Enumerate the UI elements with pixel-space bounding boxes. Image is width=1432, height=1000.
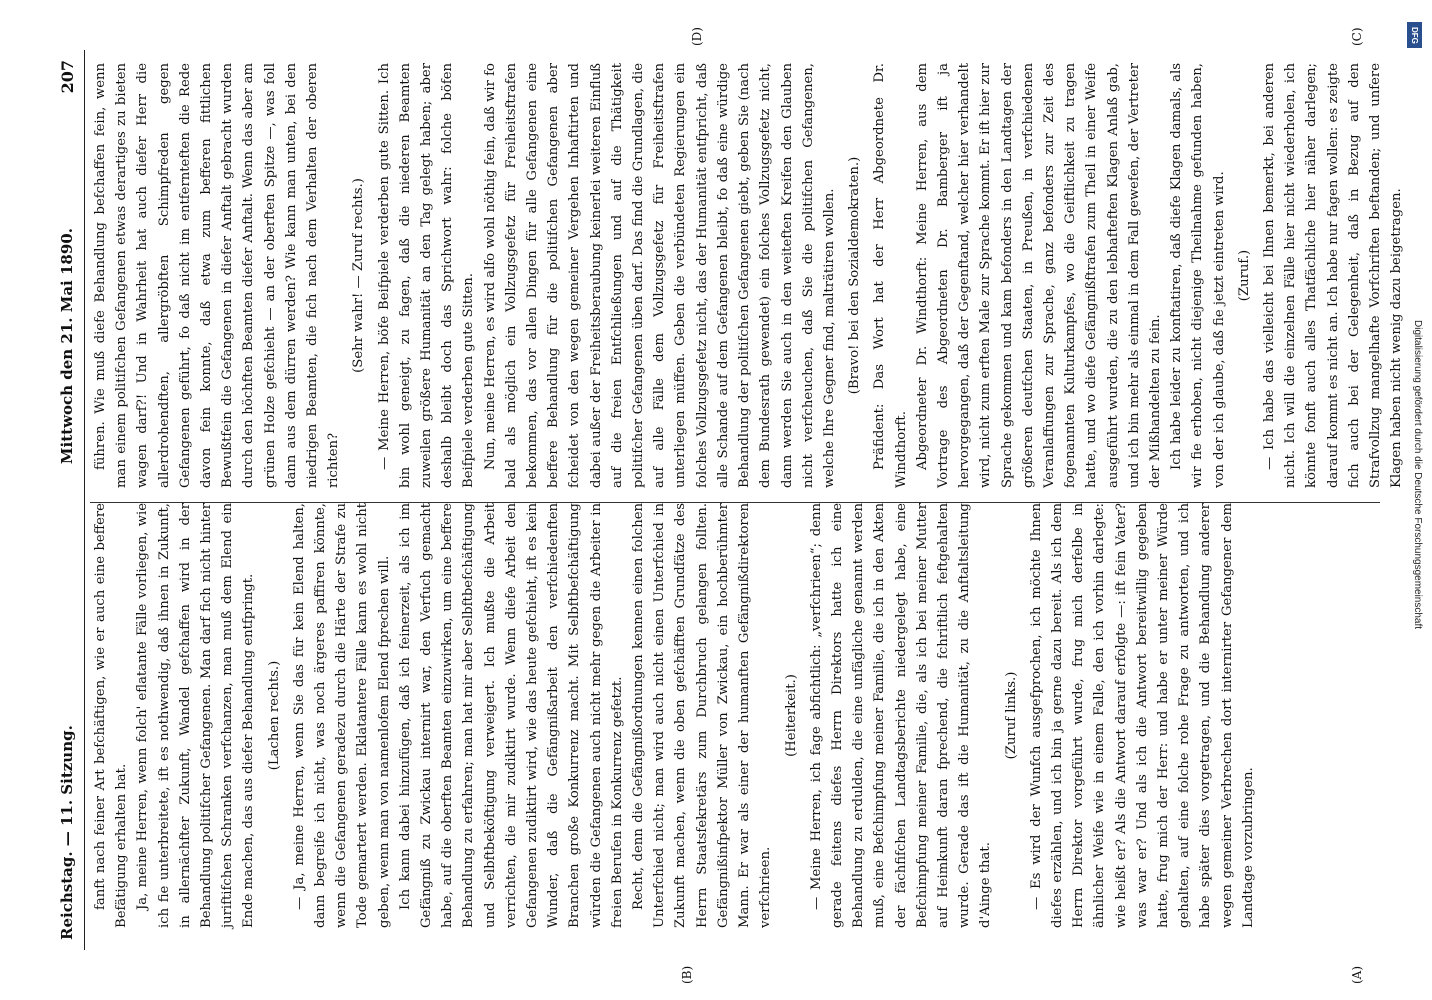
interjection: (Bravo! bei den Sozialdemokraten.) bbox=[847, 156, 863, 395]
right-column bbox=[90, 63, 1405, 488]
paragraph: — Meine Herren, böfe Beifpiele verderben gute Sitten. Ich bin wohl geneigt, zu fagen, daß die niederen Beamten zuweilen größere Humanität an den Tag gelegt haben; aber deshalb bleibt doch das Sprichwort wahr: folche böfen Beifpiele verderben gute Sitten. bbox=[376, 63, 477, 488]
paragraph: führen. Wie muß diefe Behandlung befchaffen fein, wenn man einem politifchen Gefangenen etwas derartiges zu bieten wagen darf?! Und in Wahrheit hat auch diefer Herr die allerdrohendften, allergröbften Schimpfreden gegen Gefangenen geführt, fo daß nicht im entfernteften die Rede davon fein konnte, daß etwa zum befferen fittlichen Bewußtfein die Gefangenen in diefer Anftalt gebracht wurden durch den höchften Beamten diefer Anftalt. Wenn das aber am grünen Holze gefchieht — an der oberften Spitze —, was foll dann aus dem dürren werden? Wie kann man unten, bei den niedrigen Beamten, die fich nach dem Verhalten der oberen richten? bbox=[93, 63, 342, 488]
page-header bbox=[50, 50, 85, 950]
paragraph: — Ja, meine Herren, wenn Sie das für kein Elend halten, dann begreife ich nicht, was noch ärgeres paffiren könnte, wenn die Gefangenen geradezu durch die Härte der Strafe zu Tode gemartert werden. Eklatantere Fälle kann es wohl nicht geben, wenn man von namenlofem Elend fprechen will. bbox=[291, 503, 392, 928]
margin-marker-b: (B) bbox=[680, 965, 694, 984]
page-number: 207 bbox=[58, 60, 77, 94]
interjection: (Lachen rechts.) bbox=[266, 660, 282, 771]
paragraph: Nun, meine Herren, es wird alfo wohl nöthig fein, daß wir fo bald als möglich ein Vollzugsgefetz für Freiheitsftrafen bekommen, das vor allen Dingen für alle Gefangenen eine beffere Behandlung für die politifchen Gefangenen aber fcheidet von den wegen gemeiner Vergehen Inhaftirten und dabei außer der Freiheitsberaubung keinerlei weiteren Einfluß auf die freien Entfchließungen und auf die Thätigkeit politifcher Gefangenen üben darf. Das find die Grundlagen, die auf alle Fälle dem Vollzugsgefetz für Freiheitsftrafen unterliegen müffen. Geben die verbündeten Regierungen ein folches Vollzugsgefetz nicht, das der Humanität entfpricht, daß alle Schande auf dem Gefangenen bleibt, fo daß eine würdige Behandlung der politifchen Gefangenen giebt, geben Sie (nach dem Bundesrath gewendet) ein folches Vollzugsgefetz nicht, dann werden Sie auch in den weiteften Kreifen den Glauben nicht verfcheuchen, daß Sie die politifchen Gefangenen, welche Ihre Gegner find, malträtiren wollen. bbox=[482, 63, 837, 488]
margin-marker-c: (C) bbox=[1350, 27, 1364, 46]
speaker-paragraph: Präfident: Das Wort hat der Herr Abgeordnete Dr. Windthorft. bbox=[872, 63, 909, 488]
header-date: Mittwoch den 21. Mai 1890. bbox=[58, 228, 76, 465]
speaker-paragraph: Abgeordneter Dr. Windthorft: Meine Herren, aus dem Vortrage des Abgeordneten Dr. Bamberger ift ja hervorgegangen, daß der Gegenftand, welcher hier verhandelt wird, nicht zum erften Male zur Sprache kommt. Er ift hier zur Sprache gekommen und kam befonders in den Landtagen der größeren deutfchen Staaten, in Preußen, in verfchiedenen Veranlaffungen zur Sprache, ganz befonders zur Zeit des fogenannten Kulturkampfes, wo die Geiftlichkeit zu tragen hatte, und wo diefe Gefängnißftrafen zum Theil in einer Weife ausgeführt wurden, die zu den lebhafteften Klagen Anlaß gab, und ich bin mehr als einmal in dem Fall gewefen, der Vertreter der Mißhandelten zu fein. bbox=[914, 63, 1163, 488]
paragraph: — Meine Herren, ich fage abfichtlich: „verfchrieen“; denn gerade feitens diefes Herrn Direktors hatte ich eine Behandlung zu erdulden, die eine unfägliche genannt werden muß, eine Befchimpfung meiner Familie, die ich in den Akten der fächfifchen Landtagsberichte niedergelegt habe, eine Befchimpfung meiner Familie, die, als ich bei meiner Mutter auf Heimkunft daran fprechend, die fchriftlich feftgehalten wurde. Gerade das ift die Humanität, zu die Anftaltsleitung d'Ainge that. bbox=[808, 503, 994, 928]
rotated-page-content bbox=[50, 27, 1405, 984]
digitization-credit: Digitalisierung gefördert durch die Deutsche Forschungsgemeinschaft bbox=[1412, 320, 1423, 630]
left-column bbox=[90, 503, 1380, 928]
margin-marker-d: (D) bbox=[690, 27, 704, 46]
interjection: (Zuruf.) bbox=[1236, 249, 1252, 302]
dfg-logo: DFG bbox=[1407, 22, 1422, 48]
dfg-credit bbox=[1404, 20, 1424, 980]
header-left bbox=[58, 228, 76, 940]
paragraph: — Ich habe das vielleicht bei Ihnen bemerkt, bei anderen nicht. Ich will die einzelnen Fälle hier nicht wiederholen, ich könnte fonft auch alles Thatfächliche hier näher darlegen; darauf kommt es nicht an. Ich habe nur fagen wollen: es zeigte fich auch bei der Gelegenheit, daß in Bezug auf den Strafvollzug mangelhafte Vorfchriften beftanden; und unfere Klagen haben nicht wenig dazu beigetragen. bbox=[1261, 63, 1405, 488]
interjection: (Sehr wahr! — Zuruf rechts.) bbox=[351, 178, 367, 373]
paragraph: Ja, meine Herren, wenn folch' eflatante Fälle vorliegen, wie ich fie unterbreitete, ift es nothwendig, daß ihnen in Zukunft, in allernächfter Zukunft, Wandel gefchaffen wird in der Behandlung politifcher Gefangenen. Man darf fich nicht hinter juriftifchen Schranken verfchanzen, man muß dem Elend ein Ende machen, das aus diefer Behandlung entfpringt. bbox=[135, 503, 257, 928]
interjection: (Zuruf links.) bbox=[1003, 671, 1019, 760]
paragraph: Recht, denn die Gefängnißordnungen kennen einen folchen Unterfchied nicht; man wird auch nicht einen Unterfchied in Zukunft machen, wenn die oben gefchäfften Grundfätze des Herrn Staatsfekretärs zum Durchbruch gelangen follten. Gefängnißinfpektor Müller von Zwickau, ein hochberühmter Mann. Er war als einer der humanften Gefängnißdirektoren verfchrieen. bbox=[631, 503, 774, 928]
interjection: (Heiterkeit.) bbox=[783, 674, 799, 757]
paragraph: Ich habe leider zu konftatiren, daß diefe Klagen damals, als wir fie erhoben, nicht diejenige Theilnahme gefunden haben, von der ich glaube, daß fie jetzt eintreten wird. bbox=[1169, 63, 1227, 488]
header-session: Reichstag. — 11. Sitzung. bbox=[58, 725, 76, 940]
paragraph: Ich kann dabei hinzufügen, daß ich feinerzeit, als ich im Gefängniß zu Zwickau internirt war, den Verfuch gemacht habe, auf die oberften Beamten einzuwirken, um eine beffere Behandlung zu erfahren; man hat mir aber Selbftbefchäftigung und Selbftbeköftigung verweigert. Ich mußte die Arbeit verrichten, die mir zudiktirt wurde. Wenn diefe Arbeit den Gefangenen zudiktirt wird, wie das heute gefchieht, ift es kein Wunder, daß die Gefängnißarbeit den verfchiedenften Branchen große Konkurrenz macht. Mit Selbftbefchäftigung würden die Gefangenen auch nicht mehr gegen die Arbeiter in freien Berufen in Konkurrenz gefetzt. bbox=[397, 503, 625, 928]
margin-marker-a: (A) bbox=[1350, 965, 1364, 984]
paragraph: — Es wird der Wunfch ausgefprochen, ich möchte Ihnen diefes erzählen, und ich bin ja gerne dazu bereit. Als ich dem Herrn Direktor vorgeführt wurde, frug mich derfelbe in ähnlicher Weife wie in einem Falle, den ich vorhin darlegte: wie heißt er? Als die Antwort darauf erfolgte —: ift fein Vater? was war er? Und als ich die Antwort bereitwillig gegeben hatte, frug mich der Herr: und habe er unter meiner Würde gehalten, auf eine folche rohe Frage zu antworten, und ich habe später dies vorgetragen, und die Behandlung anderer wegen gemeiner Verbrechen dort internirter Gefangener dem Landtage vorzubringen. bbox=[1028, 503, 1256, 928]
column-divider bbox=[90, 502, 1380, 503]
paragraph: fanft nach feiner Art befchäftigen, wie er auch eine beffere Befätigung erhalten hat. bbox=[93, 503, 130, 928]
